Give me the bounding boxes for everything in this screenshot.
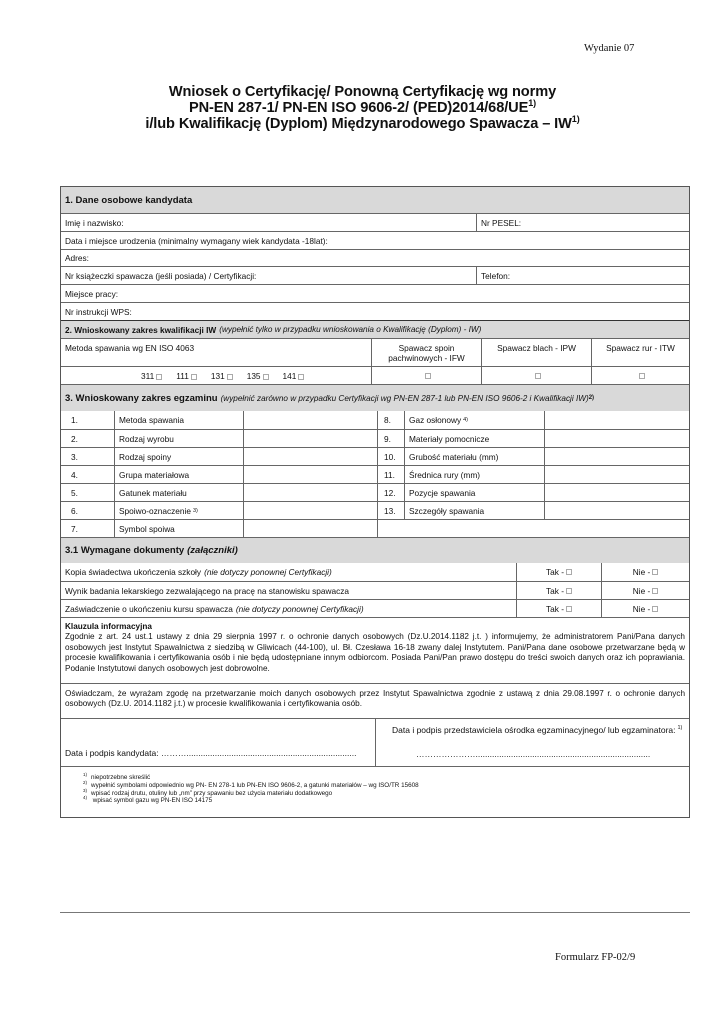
checkbox-icon[interactable] xyxy=(535,373,541,379)
booklet-field[interactable] xyxy=(61,267,476,284)
exam-item-label: Gaz osłonowy 4) xyxy=(404,411,544,429)
exam-scope-table xyxy=(61,411,689,537)
exam-item-number: 5. xyxy=(71,487,78,498)
method-label: Metoda spawania wg EN ISO 4063 xyxy=(65,343,195,353)
exam-item-label: Pozycje spawania xyxy=(404,484,544,501)
checkbox-icon[interactable] xyxy=(566,569,572,575)
footnote-ref: 1) xyxy=(677,725,683,731)
document-label: Wynik badania lekarskiego zezwalającego na pracę na stanowisku spawacza xyxy=(65,585,350,596)
itw-column-header xyxy=(591,339,689,366)
document-label: Zaświadczenie o ukończeniu kursu spawacza (nie dotyczy ponownej Certyfikacji) xyxy=(65,603,364,614)
document-yes-option[interactable]: Tak - xyxy=(516,582,601,599)
document-yes-option[interactable]: Tak - xyxy=(516,563,601,581)
exam-item-number: 6. xyxy=(71,505,78,516)
ipw-checkbox-cell[interactable] xyxy=(481,367,591,384)
birth-label: Data i miejsce urodzenia (minimalny wymagany wiek kandydata -18lat): xyxy=(65,235,328,246)
workplace-field[interactable] xyxy=(61,285,689,302)
exam-item-label: Materiały pomocnicze xyxy=(404,430,544,447)
exam-item-label: Rodzaj spoiny xyxy=(114,448,243,465)
exam-item-value[interactable] xyxy=(544,411,689,429)
examiner-signature-line: ………………….......................................................................... xyxy=(416,749,651,759)
exam-item-number: 1. xyxy=(71,415,78,425)
exam-item-value[interactable] xyxy=(243,430,377,447)
info-clause xyxy=(61,617,689,683)
method-135[interactable]: 135 xyxy=(247,371,269,381)
document-no-option[interactable]: Nie - xyxy=(601,600,689,617)
address-field[interactable] xyxy=(61,250,689,266)
exam-item-number: 9. xyxy=(377,430,404,447)
exam-item-number: 8. xyxy=(377,411,404,429)
exam-item-number: 2. xyxy=(71,433,78,444)
wps-label: Nr instrukcji WPS: xyxy=(65,306,132,317)
application-form xyxy=(60,186,690,818)
ifw-column-header xyxy=(371,339,481,366)
exam-item-value[interactable] xyxy=(243,466,377,483)
exam-item-label: Grupa materiałowa xyxy=(114,466,243,483)
exam-item-label: Gatunek materiału xyxy=(114,484,243,501)
section2-header xyxy=(61,320,689,338)
exam-item-value[interactable] xyxy=(544,430,689,447)
exam-row xyxy=(61,519,689,537)
ifw-label: Spawacz spoin pachwinowych - IFW xyxy=(388,342,465,363)
footnote-item: $^{3)}$ wpisać rodzaj drutu, otuliny lub „nm” przy spawaniu bez użycia materiału dodatkowego xyxy=(83,787,333,797)
section3-header: 3. Wnioskowany zakres egzaminu (wypełnić zarówno w przypadku Certyfikacji wg PN-EN 287-1 lub PN-EN ISO 9606-2 i Kwalifikacji IW) 2) xyxy=(61,384,689,411)
checkbox-icon[interactable] xyxy=(566,606,572,612)
examiner-signature-field[interactable] xyxy=(376,719,689,766)
exam-item-number: 3. xyxy=(71,451,78,462)
footer-divider xyxy=(60,912,690,913)
checkbox-icon[interactable] xyxy=(263,374,269,380)
section31-header xyxy=(61,537,689,563)
pesel-field[interactable] xyxy=(476,214,689,231)
checkbox-icon[interactable] xyxy=(425,373,431,379)
exam-item-label: Rodzaj wyrobu xyxy=(114,430,243,447)
consent-statement xyxy=(61,683,689,718)
method-111[interactable]: 111 xyxy=(176,371,197,381)
exam-item-value[interactable] xyxy=(243,411,377,429)
exam-row xyxy=(61,465,689,483)
exam-item-value[interactable] xyxy=(544,448,689,465)
method-label-cell xyxy=(61,339,371,366)
exam-row xyxy=(61,501,689,519)
document-no-option[interactable]: Nie - xyxy=(601,582,689,599)
checkbox-icon[interactable] xyxy=(652,569,658,575)
document-row xyxy=(61,599,689,617)
exam-item-label: Symbol spoiwa xyxy=(114,520,243,537)
clause-title: Klauzula informacyjna xyxy=(65,622,152,631)
documents-table xyxy=(61,563,689,617)
candidate-signature-label: Data i podpis kandydata: ………........................................................................ xyxy=(65,748,357,758)
checkbox-icon[interactable] xyxy=(652,588,658,594)
checkbox-icon[interactable] xyxy=(298,374,304,380)
address-label: Adres: xyxy=(65,253,89,263)
ipw-column-header xyxy=(481,339,591,366)
title-line-2: PN-EN 287-1/ PN-EN ISO 9606-2/ (PED)2014/68/UE xyxy=(188,100,529,116)
footnote-ref: 1) xyxy=(571,114,580,124)
exam-item-label: Szczegóły spawania xyxy=(404,502,544,519)
footnote-ref: 1) xyxy=(528,98,537,108)
checkbox-icon[interactable] xyxy=(652,606,658,612)
document-yes-option[interactable]: Tak - xyxy=(516,600,601,617)
footnote-item: $^{2)}$ wypełnić symbolami odpowiednio wg PN- EN 278-1 lub PN-EN ISO 9606-2, a gatunki materiałów – wg ISO/TR 15608 xyxy=(83,779,419,789)
edition-label: Wydanie 07 xyxy=(584,43,635,54)
empty-cell xyxy=(377,520,689,537)
name-field[interactable] xyxy=(61,214,476,231)
exam-item-number: 11. xyxy=(377,466,404,483)
consent-text: Oświadczam, że wyrażam zgodę na przetwarzanie moich danych osobowych przez Instytut Spawalnictwa zgodnie z ustawą z dnia 29.08.1997 r. o ochronie danych osobowych (Dz.U. 2014.1182 j.t.) w procesie kwalifikowania i certyfikowania osób. xyxy=(65,689,685,709)
exam-item-number: 13. xyxy=(377,502,404,519)
exam-item-number: 4. xyxy=(71,469,78,480)
exam-item-value[interactable] xyxy=(243,520,377,537)
workplace-label: Miejsce pracy: xyxy=(65,288,119,299)
title-line-1: Wniosek o Certyfikację/ Ponowną Certyfikację wg normy xyxy=(168,84,557,100)
footnotes xyxy=(61,766,689,817)
section31-title-italic: (załączniki) xyxy=(187,545,238,556)
document-label: Kopia świadectwa ukończenia szkoły (nie dotyczy ponownej Certyfikacji) xyxy=(65,567,332,577)
exam-item-label: Grubość materiału (mm) xyxy=(404,448,544,465)
exam-item-number: 7. xyxy=(71,523,78,534)
method-311[interactable]: 311 xyxy=(141,371,162,381)
footnote-item: $^{1)}$ niepotrzebne skreślić xyxy=(83,772,151,781)
exam-row xyxy=(61,447,689,465)
phone-field[interactable] xyxy=(476,267,689,284)
examiner-signature-label: Data i podpis przedstawiciela ośrodka egzaminacyjnego/ lub egzaminatora: xyxy=(392,725,676,735)
checkbox-icon[interactable] xyxy=(156,374,162,380)
page-title xyxy=(0,84,725,132)
signature-row xyxy=(61,718,689,766)
exam-item-value[interactable] xyxy=(544,466,689,483)
wps-field[interactable] xyxy=(61,303,689,320)
exam-item-number: 12. xyxy=(377,484,404,501)
exam-row xyxy=(61,429,689,447)
section2-title: 2. Wnioskowany zakres kwalifikacji IW xyxy=(65,324,217,335)
exam-item-number: 10. xyxy=(377,448,404,465)
section1-title: 1. Dane osobowe kandydata xyxy=(61,187,689,213)
candidate-signature-field[interactable] xyxy=(61,719,376,766)
checkbox-icon[interactable] xyxy=(566,588,572,594)
exam-item-value[interactable] xyxy=(544,484,689,501)
exam-row xyxy=(61,483,689,501)
checkbox-icon[interactable] xyxy=(191,374,197,380)
itw-checkbox-cell[interactable] xyxy=(591,367,689,384)
booklet-label: Nr książeczki spawacza (jeśli posiada) / Certyfikacji: xyxy=(65,270,257,281)
document-no-option[interactable]: Nie - xyxy=(601,563,689,581)
exam-item-value[interactable] xyxy=(243,484,377,501)
section2-note: (wypełnić tylko w przypadku wnioskowania o Kwalifikację (Dyplom) - IW) xyxy=(219,325,482,334)
checkbox-icon[interactable] xyxy=(639,373,645,379)
form-number: Formularz FP-02/9 xyxy=(555,952,636,963)
method-131[interactable]: 131 xyxy=(211,371,233,381)
section1-header xyxy=(61,187,689,213)
ipw-label: Spawacz blach - IPW xyxy=(497,343,576,353)
exam-item-value[interactable] xyxy=(243,502,377,519)
method-141[interactable]: 141 xyxy=(283,371,305,381)
method-checkboxes xyxy=(61,367,371,384)
section3-title: 3. Wnioskowany zakres egzaminu xyxy=(65,392,218,404)
exam-item-label: Spoiwo-oznaczenie 3) xyxy=(114,502,243,519)
document-row xyxy=(61,581,689,599)
exam-item-value[interactable] xyxy=(243,448,377,465)
exam-item-label: Średnica rury (mm) xyxy=(404,466,544,483)
phone-label: Telefon: xyxy=(481,270,511,281)
pesel-label: Nr PESEL: xyxy=(481,217,522,228)
birth-field[interactable] xyxy=(61,232,689,249)
document-row xyxy=(61,563,689,581)
checkbox-icon[interactable] xyxy=(227,374,233,380)
name-label: Imię i nazwisko: xyxy=(65,217,124,228)
itw-label: Spawacz rur - ITW xyxy=(606,343,675,353)
ifw-checkbox-cell[interactable] xyxy=(371,367,481,384)
exam-item-label: Metoda spawania xyxy=(114,411,243,429)
exam-item-value[interactable] xyxy=(544,502,689,519)
title-line-3: i/lub Kwalifikację (Dyplom) Międzynarodowego Spawacza – IW xyxy=(145,116,572,132)
footnote-item: $^{4)}$ wpisać symbol gazu wg PN-EN ISO 14175 xyxy=(83,795,213,805)
clause-text: Zgodnie z art. 24 ust.1 ustawy z dnia 29 sierpnia 1997 r. o ochronie danych osobowych (Dz.U.2014.1182 j.t. ) informujemy, że administratorem Pani/Pana danych osobowych jest Instytut Spawalnictwa z siedzibą w Gliwicach (44-100), ul. Bł. Czesława 16-18 zwany dalej Instytutem. Pani/Pana dane osobowe przetwarzane będą w procesie kwalifikowania i certyfikowania osób i nie będą udostępniane innym odbiorcom. Posiada Pani/Pan prawo dostępu do treści swoich danych oraz ich poprawiania. Podanie Instytutowi danych osobowych jest dobrowolne. xyxy=(65,632,685,673)
exam-row xyxy=(61,411,689,429)
section31-title: 3.1 Wymagane dokumenty xyxy=(65,545,185,556)
section3-note: (wypełnić zarówno w przypadku Certyfikacji wg PN-EN 287-1 lub PN-EN ISO 9606-2 i Kwalifikacji IW) xyxy=(220,393,589,403)
